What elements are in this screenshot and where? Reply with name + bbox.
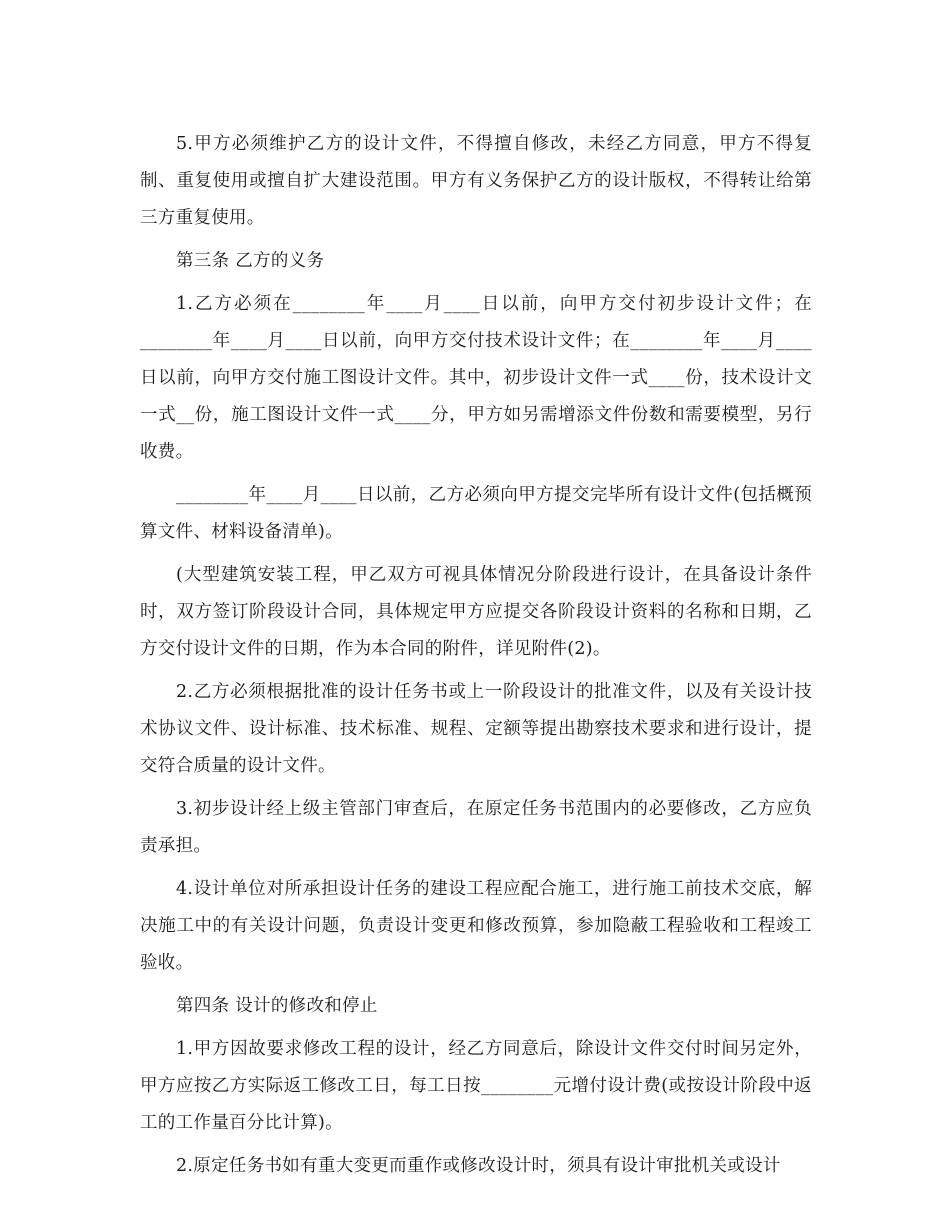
- clause-4-item-2: 2.原定任务书如有重大变更而重作或修改设计时，须具有设计审批机关或设计: [176, 1156, 781, 1176]
- clause-3-item-2: 2.乙方必须根据批准的设计任务书或上一阶段设计的批准文件，以及有关设计技术协议文件、设计标准、技术标准、规程、定额等提出勘察技术要求和进行设计，提交符合质量的设计文件。: [140, 682, 812, 776]
- clause-3-item-4: 4.设计单位对所承担设计任务的建设工程应配合施工，进行施工前技术交底，解决施工中的有关设计问题，负责设计变更和修改预算，参加隐蔽工程验收和工程竣工验收。: [140, 879, 812, 973]
- article-4-heading: 第四条 设计的修改和停止: [176, 996, 378, 1016]
- clause-2-item-5: 5.甲方必须维护乙方的设计文件，不得擅自修改，未经乙方同意，甲方不得复制、重复使用或擅自扩大建设范围。甲方有义务保护乙方的设计版权，不得转让给第三方重复使用。: [140, 134, 812, 228]
- clause-3-item-1: 1.乙方必须在________年____月____日以前，向甲方交付初步设计文件；在________年____月____日以前，向甲方交付技术设计文件；在________年____月____日以前，向甲方交付施工图设计文件。其中，初步设计文件一式____份，技术设计文一式__份，施工图设计文件一式____分，甲方如另需增添文件份数和需要模型，另行收费。: [140, 294, 812, 462]
- clause-3-note: (大型建筑安装工程，甲乙双方可视具体情况分阶段进行设计，在具备设计条件时，双方签订阶段设计合同，具体规定甲方应提交各阶段设计资料的名称和日期，乙方交付设计文件的日期，作为本合同的附件，详见附件(2)。: [140, 565, 812, 659]
- clause-3-item-3: 3.初步设计经上级主管部门审查后，在原定任务书范围内的必要修改，乙方应负责承担。: [140, 799, 812, 856]
- clause-4-item-1: 1.甲方因故要求修改工程的设计，经乙方同意后，除设计文件交付时间另定外，甲方应按乙方实际返工修改工日，每工日按________元增付设计费(或按设计阶段中返工的工作量百分比计算)。: [140, 1039, 812, 1133]
- clause-3-deadline: ________年____月____日以前，乙方必须向甲方提交完毕所有设计文件(包括概预算文件、材料设备清单)。: [140, 485, 812, 542]
- document-body: [140, 126, 812, 1191]
- article-3-heading: 第三条 乙方的义务: [176, 251, 325, 271]
